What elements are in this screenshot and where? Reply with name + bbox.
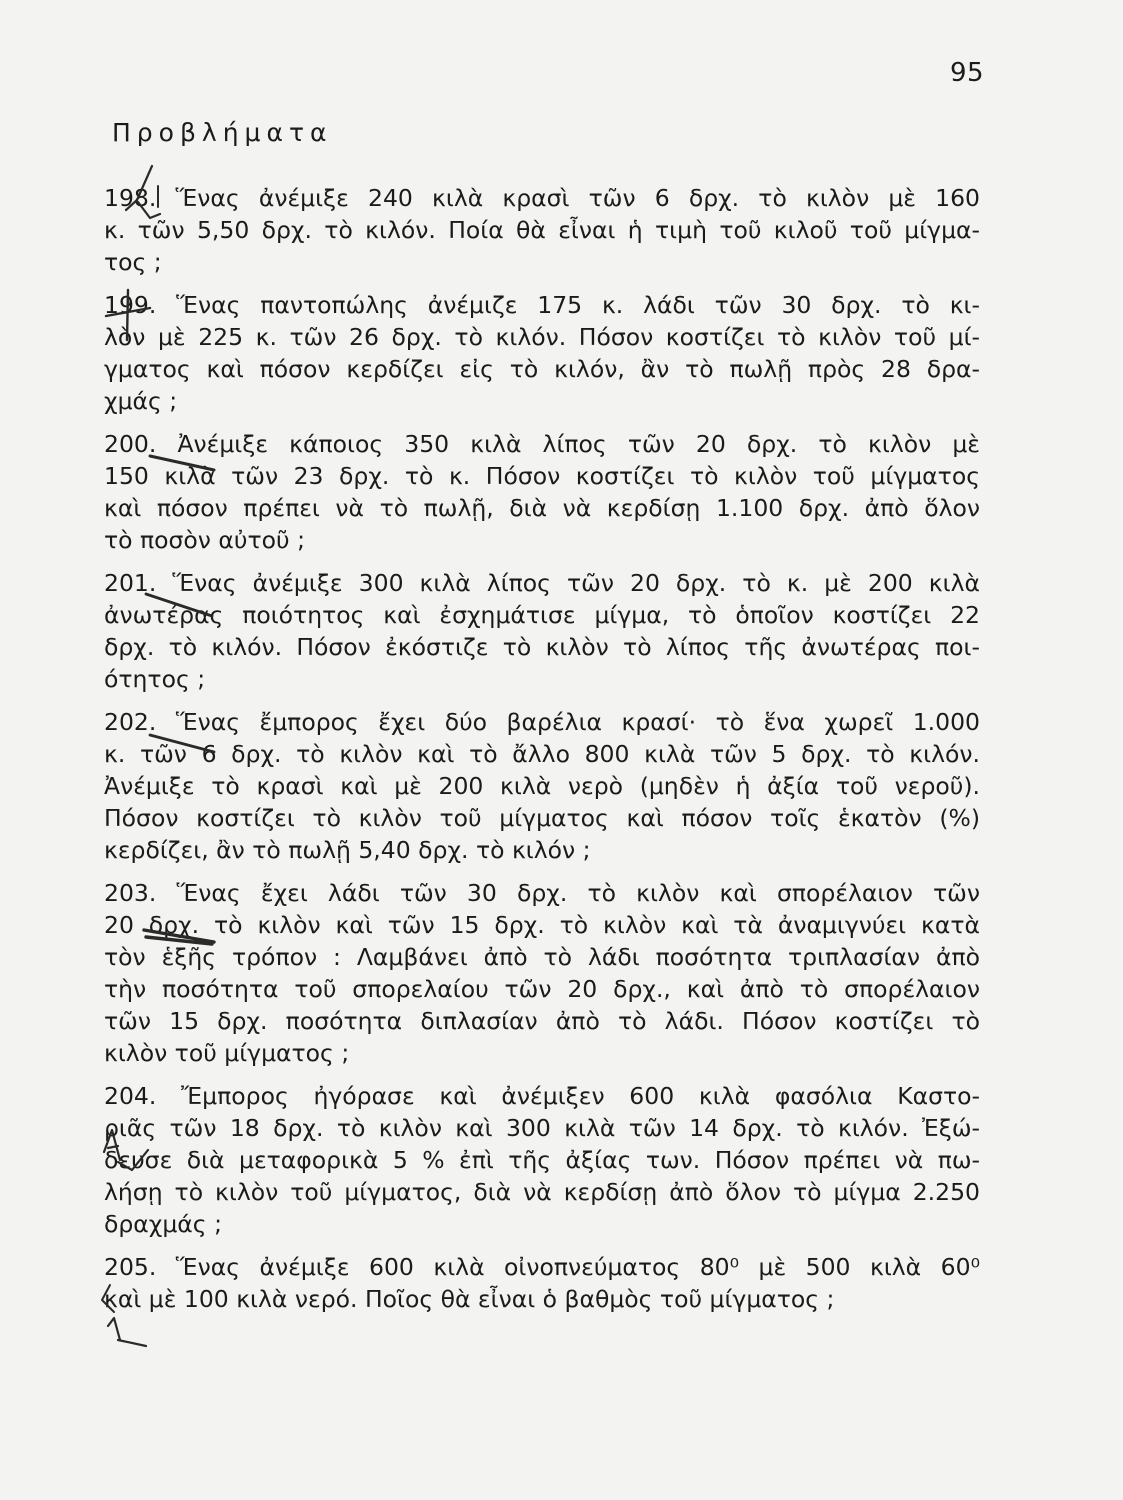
problem-line: 205. Ἕνας ἀνέμιξε 600 κιλὰ οἰνοπνεύματος 80⁰ μὲ 500 κιλὰ 60⁰: [104, 1253, 980, 1281]
problem-200: [104, 428, 980, 556]
problem-line: 200. Ἀνέμιξε κάποιος 350 κιλὰ λίπος τῶν 20 δρχ. τὸ κιλὸν μὲ: [104, 430, 980, 458]
problem-line: δευσε διὰ μεταφορικὰ 5 % ἐπὶ τῆς ἀξίας των. Πόσον πρέπει νὰ πω-: [104, 1146, 980, 1174]
problem-line: δρχ. τὸ κιλόν. Πόσον ἐκόστιζε τὸ κιλὸν τὸ λίπος τῆς ἀνωτέρας ποι-: [104, 633, 980, 661]
problem-line: τὸ ποσὸν αὐτοῦ ;: [104, 526, 305, 554]
problem-line: 202. Ἕνας ἔμπορος ἔχει δύο βαρέλια κρασί· τὸ ἕνα χωρεῖ 1.000: [104, 708, 980, 736]
problem-line: λήσῃ τὸ κιλὸν τοῦ μίγματος, διὰ νὰ κερδίσῃ ἀπὸ ὅλον τὸ μίγμα 2.250: [104, 1178, 980, 1206]
problem-line: καὶ πόσον πρέπει νὰ τὸ πωλῇ, διὰ νὰ κερδίσῃ 1.100 δρχ. ἀπὸ ὅλον: [104, 494, 980, 522]
problem-line: λὸν μὲ 225 κ. τῶν 26 δρχ. τὸ κιλόν. Πόσον κοστίζει τὸ κιλὸν τοῦ μί-: [104, 323, 980, 351]
section-title: Προβλήματα: [112, 118, 333, 147]
problem-line: κερδίζει, ἂν τὸ πωλῇ 5,40 δρχ. τὸ κιλόν ;: [104, 836, 591, 864]
problem-line: τὸν ἑξῆς τρόπον : Λαμβάνει ἀπὸ τὸ λάδι ποσότητα τριπλασίαν ἀπὸ: [104, 943, 980, 971]
problem-line: Πόσον κοστίζει τὸ κιλὸν τοῦ μίγματος καὶ πόσον τοῖς ἑκατὸν (%): [104, 804, 980, 832]
problem-line: κ. τῶν 5,50 δρχ. τὸ κιλόν. Ποία θὰ εἶναι ἡ τιμὴ τοῦ κιλοῦ τοῦ μίγμα-: [104, 216, 980, 244]
problem-list: [104, 182, 980, 1326]
problem-line: τῶν 15 δρχ. ποσότητα διπλασίαν ἀπὸ τὸ λάδι. Πόσον κοστίζει τὸ: [104, 1007, 980, 1035]
problem-line: 204. Ἔμπορος ἠγόρασε καὶ ἀνέμιξεν 600 κιλὰ φασόλια Καστο-: [104, 1082, 980, 1110]
problem-line: ἀνωτέρας ποιότητος καὶ ἐσχημάτισε μίγμα, τὸ ὁποῖον κοστίζει 22: [104, 601, 980, 629]
problem-line: τὴν ποσότητα τοῦ σπορελαίου τῶν 20 δρχ., καὶ ἀπὸ τὸ σπορέλαιον: [104, 975, 980, 1003]
problem-line: 150 κιλὰ τῶν 23 δρχ. τὸ κ. Πόσον κοστίζει τὸ κιλὸν τοῦ μίγματος: [104, 462, 980, 490]
problem-line: ότητος ;: [104, 665, 206, 693]
problem-line: καὶ μὲ 100 κιλὰ νερό. Ποῖος θὰ εἶναι ὁ βαθμὸς τοῦ μίγματος ;: [104, 1285, 835, 1313]
problem-201: [104, 567, 980, 695]
problem-202: [104, 706, 980, 866]
problem-203: [104, 877, 980, 1069]
problem-line: χμάς ;: [104, 387, 178, 415]
problem-line: τος ;: [104, 248, 162, 276]
problem-line: 198. Ἕνας ἀνέμιξε 240 κιλὰ κρασὶ τῶν 6 δρχ. τὸ κιλὸν μὲ 160: [104, 184, 980, 212]
problem-204: [104, 1080, 980, 1240]
problem-line: ριᾶς τῶν 18 δρχ. τὸ κιλὸν καὶ 300 κιλὰ τῶν 14 δρχ. τὸ κιλόν. Ἐξώ-: [104, 1114, 980, 1142]
problem-line: 199. Ἕνας παντοπώλης ἀνέμιζε 175 κ. λάδι τῶν 30 δρχ. τὸ κι-: [104, 291, 980, 319]
problem-line: γματος καὶ πόσον κερδίζει εἰς τὸ κιλόν, ἂν τὸ πωλῇ πρὸς 28 δρα-: [104, 355, 980, 383]
problem-line: κ. τῶν 6 δρχ. τὸ κιλὸν καὶ τὸ ἄλλο 800 κιλὰ τῶν 5 δρχ. τὸ κιλόν.: [104, 740, 980, 768]
problem-199: [104, 289, 980, 417]
page-number: 95: [950, 58, 985, 88]
problem-198: [104, 182, 980, 278]
problem-line: 201. Ἕνας ἀνέμιξε 300 κιλὰ λίπος τῶν 20 δρχ. τὸ κ. μὲ 200 κιλὰ: [104, 569, 980, 597]
problem-line: 203. Ἕνας ἔχει λάδι τῶν 30 δρχ. τὸ κιλὸν καὶ σπορέλαιον τῶν: [104, 879, 980, 907]
problem-205: [104, 1251, 980, 1315]
problem-line: δραχμάς ;: [104, 1210, 222, 1238]
problem-line: 20 δρχ. τὸ κιλὸν καὶ τῶν 15 δρχ. τὸ κιλὸν καὶ τὰ ἀναμιγνύει κατὰ: [104, 911, 980, 939]
problem-line: Ἀνέμιξε τὸ κρασὶ καὶ μὲ 200 κιλὰ νερὸ (μηδὲν ἡ ἀξία τοῦ νεροῦ).: [104, 772, 980, 800]
problem-line: κιλὸν τοῦ μίγματος ;: [104, 1039, 350, 1067]
